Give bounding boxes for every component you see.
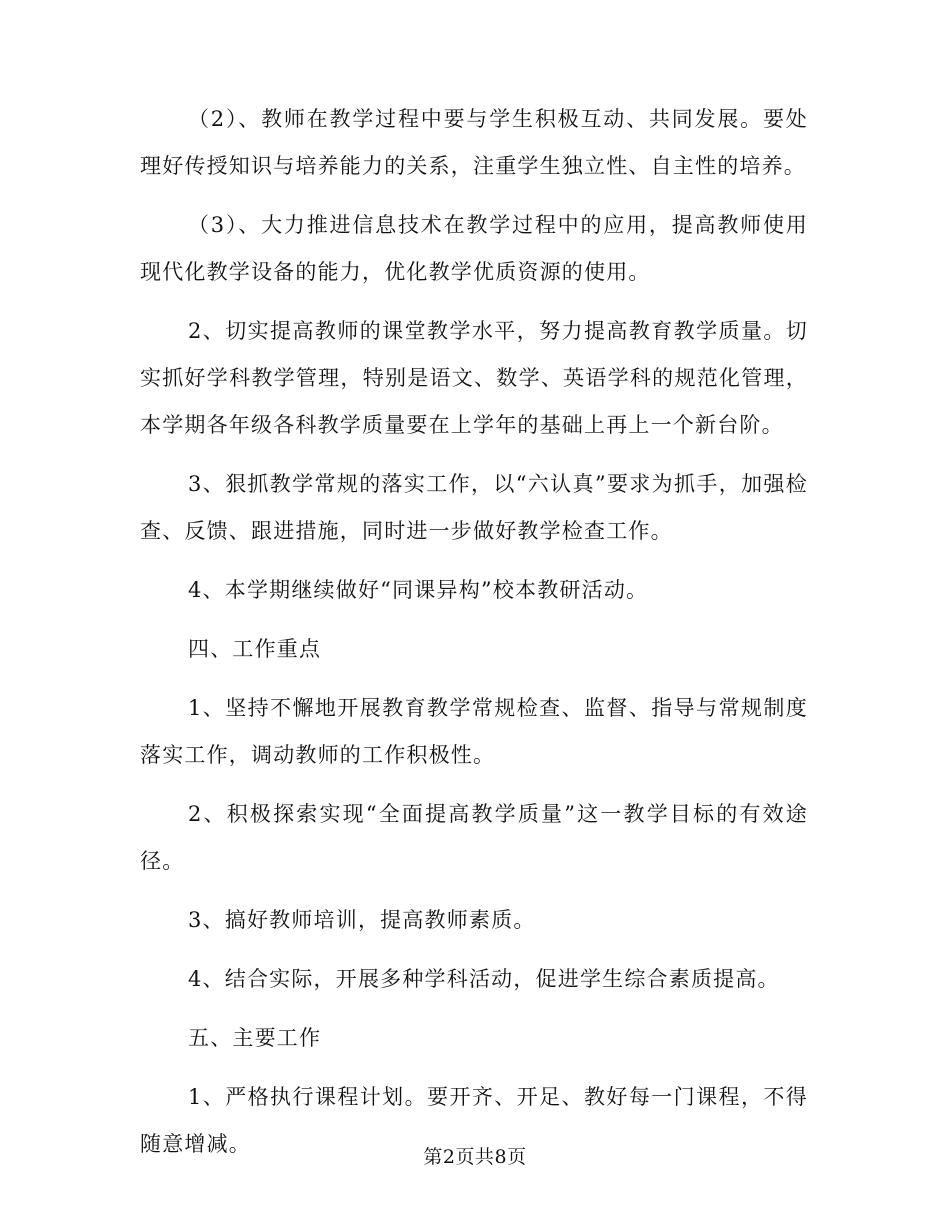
page-number-footer: 第2页共8页: [423, 1146, 527, 1168]
paragraph-teacher-interaction: （2）、教师在教学过程中要与学生积极互动、共同发展。要处理好传授知识与培养能力的关系，注重学生独立性、自主性的培养。: [140, 107, 808, 178]
paragraph-teacher-training: 3、搞好教师培训，提高教师素质。: [188, 908, 536, 932]
paragraph-teaching-research: 4、本学期继续做好“同课异构”校本教研活动。: [188, 578, 649, 602]
paragraph-teaching-quality: 2、切实提高教师的课堂教学水平，努力提高教育教学质量。切实抓好学科教学管理，特别是语文、数学、英语学科的规范化管理，本学期各年级各科教学质量要在上学年的基础上再上一个新台阶。: [140, 319, 808, 437]
document-body: [140, 96, 808, 1180]
paragraph-subject-activities: 4、结合实际，开展多种学科活动，促进学生综合素质提高。: [188, 967, 780, 991]
paragraph-teaching-routine: 3、狠抓教学常规的落实工作，以“六认真”要求为抓手，加强检查、反馈、跟进措施，同时进一步做好教学检查工作。: [140, 472, 808, 543]
paragraph-routine-inspection: 1、坚持不懈地开展教育教学常规检查、监督、指导与常规制度落实工作，调动教师的工作积极性。: [140, 696, 808, 767]
paragraph-information-technology: （3）、大力推进信息技术在教学过程中的应用，提高教师使用现代化教学设备的能力，优化教学优质资源的使用。: [140, 213, 808, 284]
paragraph-explore-quality: 2、积极探索实现“全面提高教学质量”这一教学目标的有效途径。: [140, 802, 808, 873]
section-heading-main-work: 五、主要工作: [188, 1026, 322, 1050]
section-heading-work-focus: 四、工作重点: [188, 637, 322, 661]
paragraph-course-plan: 1、严格执行课程计划。要开齐、开足、教好每一门课程，不得随意增减。: [140, 1085, 808, 1156]
